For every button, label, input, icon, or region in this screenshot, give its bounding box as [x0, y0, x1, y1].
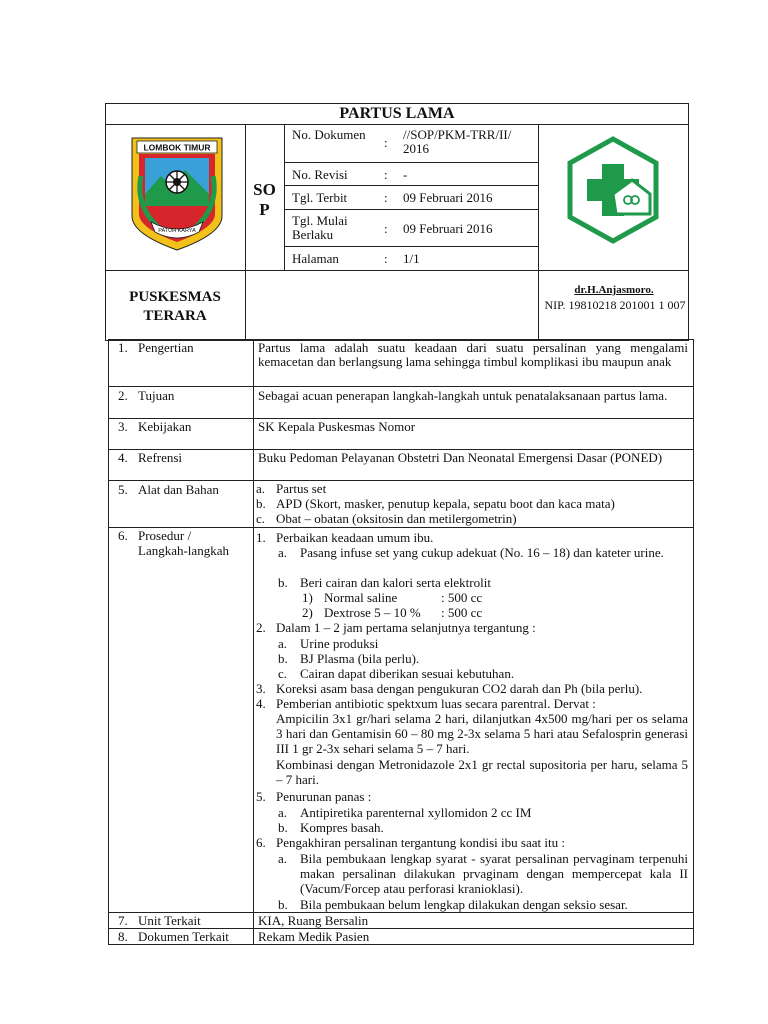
row-num: 3.	[118, 419, 128, 434]
row-num: 1.	[118, 340, 128, 355]
list-item: Pemberian antibiotic spektxum luas secara parentral. Dervat :	[276, 696, 596, 711]
list-marker: 6.	[256, 835, 266, 850]
meta-value-effective: 09 Februari 2016	[403, 221, 493, 236]
list-item: Normal saline	[324, 590, 398, 605]
meta-value-revision: -	[403, 167, 408, 182]
divider	[538, 124, 539, 341]
signer-name: dr.H.Anjasmoro.	[574, 284, 654, 296]
row-num: 4.	[118, 450, 128, 465]
list-item: Dextrose 5 – 10 %	[324, 605, 421, 620]
row-num: 8.	[118, 929, 128, 944]
meta-sep: :	[384, 251, 388, 266]
list-marker: a.	[278, 636, 288, 651]
row-label-tujuan: Tujuan	[138, 388, 175, 403]
signer-nip: NIP. 19810218 201001 1 007	[544, 298, 686, 312]
row-num: 5.	[118, 482, 128, 497]
divider	[284, 162, 538, 163]
org-name: PUSKESMAS TERARA	[129, 289, 221, 324]
divider	[253, 339, 254, 945]
list-item: Koreksi asam basa dengan pengukuran CO2 darah dan Ph (bila perlu).	[276, 681, 643, 696]
logo-banner-text: LOMBOK TIMUR	[143, 142, 211, 153]
list-item: Bila pembukaan lengkap syarat - syarat persalinan pervaginam terpenuhi makan persalinan dilakukan prvaginam dengan mempercepat kala II (Vacum/Forcep atau perforasi kranioklasi).	[300, 851, 688, 896]
content-unit-terkait: KIA, Ruang Bersalin	[258, 913, 369, 928]
list-value: : 500 cc	[441, 590, 483, 605]
list-marker: a.	[278, 805, 288, 820]
meta-value-issued: 09 Februari 2016	[403, 190, 493, 205]
divider	[105, 270, 689, 271]
list-marker: 5.	[256, 789, 266, 804]
meta-label-issued: Tgl. Terbit	[292, 190, 348, 205]
list-item: Cairan dapat diberikan sesuai kebutuhan.	[300, 666, 515, 681]
list-marker: b.	[278, 820, 288, 835]
meta-sep: :	[384, 221, 388, 236]
meta-value-page: 1/1	[403, 251, 420, 266]
content-dokumen-terkait: Rekam Medik Pasien	[258, 929, 370, 944]
meta-sep: :	[384, 190, 388, 205]
list-marker: c.	[278, 666, 288, 681]
list-item: BJ Plasma (bila perlu).	[300, 651, 420, 666]
meta-label-revision: No. Revisi	[292, 167, 348, 182]
divider	[284, 185, 538, 186]
row-num: 6.	[118, 528, 128, 543]
row-label-unit-terkait: Unit Terkait	[138, 913, 201, 928]
row-label-pengertian: Pengertian	[138, 340, 194, 355]
divider	[108, 386, 694, 387]
content-tujuan: Sebagai acuan penerapan langkah-langkah untuk penatalaksanaan partus lama.	[258, 388, 668, 403]
lombok-timur-logo	[129, 136, 225, 252]
list-item: Antipiretika parenternal xyllomidon 2 cc IM	[300, 805, 532, 820]
divider	[245, 124, 246, 341]
list-item: Pengakhiran persalinan tergantung kondisi ibu saat itu :	[276, 835, 565, 850]
list-marker: 2)	[302, 605, 313, 620]
meta-value-doc-number: //SOP/PKM-TRR/II/ 2016	[403, 127, 512, 156]
list-marker: 2.	[256, 620, 266, 635]
row-label-prosedur: Prosedur / Langkah-langkah	[138, 528, 229, 558]
list-marker: 1)	[302, 590, 313, 605]
prosedur-list	[256, 528, 690, 912]
row-label-refrensi: Refrensi	[138, 450, 183, 465]
list-item: Beri cairan dan kalori serta elektrolit	[300, 575, 491, 590]
puskesmas-logo	[566, 136, 660, 244]
row-num: 2.	[118, 388, 128, 403]
meta-label-doc-number: No. Dokumen	[292, 127, 366, 142]
divider	[284, 124, 285, 270]
sop-label: SO P	[253, 180, 276, 219]
content-pengertian: Partus lama adalah suatu keadaan dari suatu persalinan yang mengalami kemacetan dan berlangsung lama sehingga timbul komplikasi ibu maupun anak	[258, 340, 688, 369]
row-label-dokumen-terkait: Dokumen Terkait	[138, 929, 229, 944]
list-value: : 500 cc	[441, 605, 483, 620]
list-marker: 1.	[256, 530, 266, 545]
divider	[284, 246, 538, 247]
list-marker: a.	[278, 545, 288, 560]
page-title: PARTUS LAMA	[339, 105, 455, 122]
logo-ribbon-text: PATUH KARYA	[158, 228, 196, 234]
list-item: Kompres basah.	[300, 820, 384, 835]
list-item: Dalam 1 – 2 jam pertama selanjutnya tergantung :	[276, 620, 536, 635]
list-marker: 3.	[256, 681, 266, 696]
list-item: Urine produksi	[300, 636, 379, 651]
divider	[105, 124, 689, 125]
list-paragraph: Kombinasi dengan Metronidazole 2x1 gr rectal supositoria per haru, selama 5 – 7 hari.	[276, 757, 688, 787]
meta-label-effective: Tgl. Mulai Berlaku	[292, 213, 348, 242]
meta-label-page: Halaman	[292, 251, 339, 266]
list-paragraph: Ampicilin 3x1 gr/hari selama 2 hari, dilanjutkan 4x500 mg/hari per os selama 3 hari dan Gentamisin 60 – 80 mg 2-3x selama 5 hari atau Sefalosprin generasi III 1 gr 2-3x sehari selama 5 – 7 hari.	[276, 711, 688, 756]
divider	[284, 209, 538, 210]
row-label-alat-bahan: Alat dan Bahan	[138, 482, 219, 497]
list-item: Pasang infuse set yang cukup adekuat (No. 16 – 18) dan kateter urine.	[300, 545, 664, 560]
divider	[108, 480, 694, 481]
list-marker: 4.	[256, 696, 266, 711]
list-marker: a.	[278, 851, 288, 866]
meta-sep: :	[384, 135, 388, 150]
row-num: 7.	[118, 913, 128, 928]
list-marker: b.	[278, 651, 288, 666]
meta-sep: :	[384, 167, 388, 182]
list-item: Perbaikan keadaan umum ibu.	[276, 530, 434, 545]
list-marker: b.	[278, 575, 288, 590]
row-label-kebijakan: Kebijakan	[138, 419, 192, 434]
list-item: Bila pembukaan belum lengkap dilakukan dengan seksio sesar.	[300, 897, 628, 912]
list-item: Penurunan panas :	[276, 789, 372, 804]
list-marker: b.	[278, 897, 288, 912]
content-refrensi: Buku Pedoman Pelayanan Obstetri Dan Neonatal Emergensi Dasar (PONED)	[258, 450, 663, 465]
content-kebijakan: SK Kepala Puskesmas Nomor	[258, 419, 416, 434]
